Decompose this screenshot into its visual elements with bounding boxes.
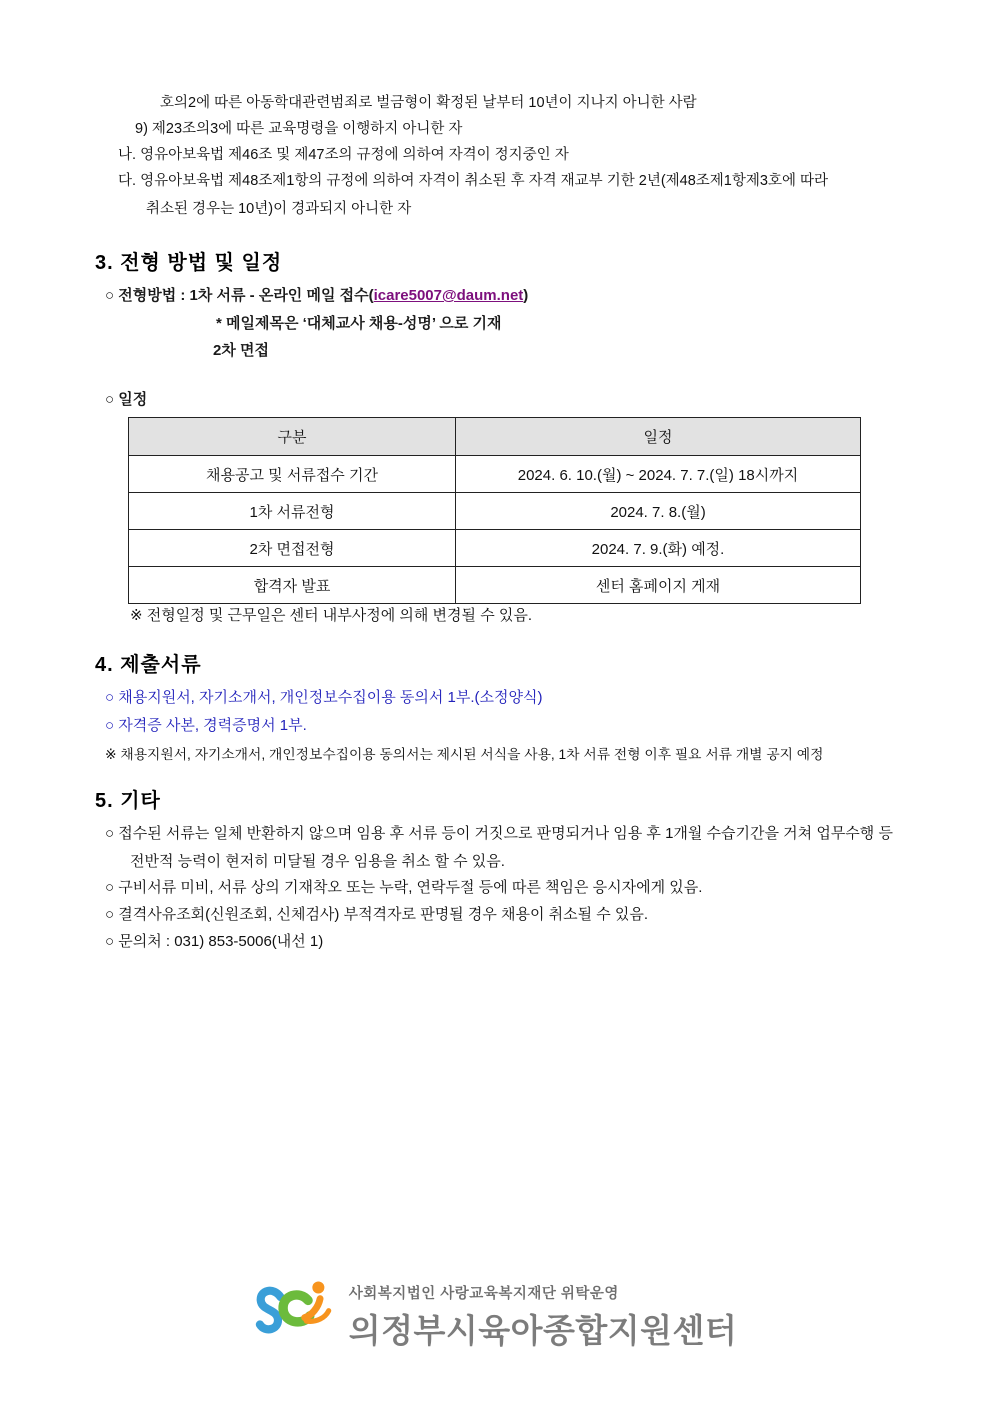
footer-text-block (349, 1278, 738, 1352)
clause-line: 9) 제23조의3에 따른 교육명령을 이행하지 아니한 자 (135, 121, 463, 137)
etc-item: ○ 구비서류 미비, 서류 상의 기재착오 또는 누락, 연락두절 등에 따른 책임은 응시자에게 있음. (105, 879, 703, 896)
selection-method-line (105, 284, 528, 305)
column-header-category: 구분 (129, 418, 456, 456)
logo-person-head (312, 1281, 324, 1293)
section-3-heading: 3. 전형 방법 및 일정 (95, 252, 283, 274)
column-header-schedule: 일정 (456, 418, 861, 456)
table-row (129, 530, 861, 567)
eligibility-clause-block (0, 90, 940, 224)
row-label: 2차 면접전형 (129, 530, 456, 567)
second-round-text: 2차 면접 (213, 342, 269, 359)
footer-org-name: 의정부시육아종합지원센터 (348, 1312, 738, 1349)
row-value: 2024. 7. 9.(화) 예정. (456, 530, 861, 567)
email-link[interactable]: icare5007@daum.net (373, 287, 524, 304)
row-label: 합격자 발표 (129, 567, 456, 604)
clause-line: 취소된 경우는 10년)이 경과되지 아니한 자 (146, 201, 412, 217)
center-logo-icon (255, 1278, 341, 1340)
clause-line: 다. 영유아보육법 제48조제1항의 규정에 의하여 자격이 취소된 후 자격 재교부 기한 2년(제48조제1항제3호에 따라 (118, 173, 829, 189)
submission-item: ○ 채용지원서, 자기소개서, 개인정보수집이용 동의서 1부.(소정양식) (105, 689, 543, 706)
mail-subject-note: * 메일제목은 ‘대체교사 채용-성명’ 으로 기재 (216, 315, 502, 332)
table-row (129, 456, 861, 493)
etc-item: ○ 문의처 : 031) 853-5006(내선 1) (105, 933, 324, 950)
method-suffix-text: ) (523, 287, 529, 304)
row-label: 채용공고 및 서류접수 기간 (129, 456, 456, 493)
etc-item: ○ 접수된 서류는 일체 반환하지 않으며 임용 후 서류 등이 거짓으로 판명되거나 임용 후 1개월 수습기간을 거쳐 업무수행 등 전반적 능력이 현저히 미달될 경우 임용을 취소 할 수 있음. (105, 825, 893, 870)
footer-branding (255, 1278, 738, 1352)
table-header-row (129, 418, 861, 456)
submission-note: ※ 채용지원서, 자기소개서, 개인정보수집이용 동의서는 제시된 서식을 사용, 1차 서류 전형 이후 필요 서류 개별 공지 예정 (105, 747, 824, 762)
row-value: 센터 홈페이지 게재 (456, 567, 861, 604)
schedule-table (128, 417, 861, 604)
footer-tagline: 사회복지법인 사랑교육복지재단 위탁운영 (348, 1286, 619, 1302)
schedule-change-note: ※ 전형일정 및 근무일은 센터 내부사정에 의해 변경될 수 있음. (130, 607, 533, 624)
row-label: 1차 서류전형 (129, 493, 456, 530)
row-value: 2024. 7. 8.(월) (456, 493, 861, 530)
table-row (129, 493, 861, 530)
section-4-heading: 4. 제출서류 (95, 654, 202, 676)
etc-item: ○ 결격사유조회(신원조회, 신체검사) 부적격자로 판명될 경우 채용이 취소될 수 있음. (105, 906, 649, 923)
row-value: 2024. 6. 10.(월) ~ 2024. 7. 7.(일) 18시까지 (456, 456, 861, 493)
method-prefix-text: ○ 전형방법 : 1차 서류 - 온라인 메일 접수( (105, 287, 374, 304)
schedule-label: ○ 일정 (105, 391, 148, 408)
logo-s-shape (260, 1291, 281, 1330)
table-row (129, 567, 861, 604)
clause-line: 나. 영유아보육법 제46조 및 제47조의 규정에 의하여 자격이 정지중인 자 (118, 147, 569, 163)
section-5-heading: 5. 기타 (95, 790, 161, 812)
clause-line: 호의2에 따른 아동학대관련범죄로 벌금형이 확정된 날부터 10년이 지나지 아니한 사람 (160, 95, 697, 111)
submission-item: ○ 자격증 사본, 경력증명서 1부. (105, 717, 307, 734)
